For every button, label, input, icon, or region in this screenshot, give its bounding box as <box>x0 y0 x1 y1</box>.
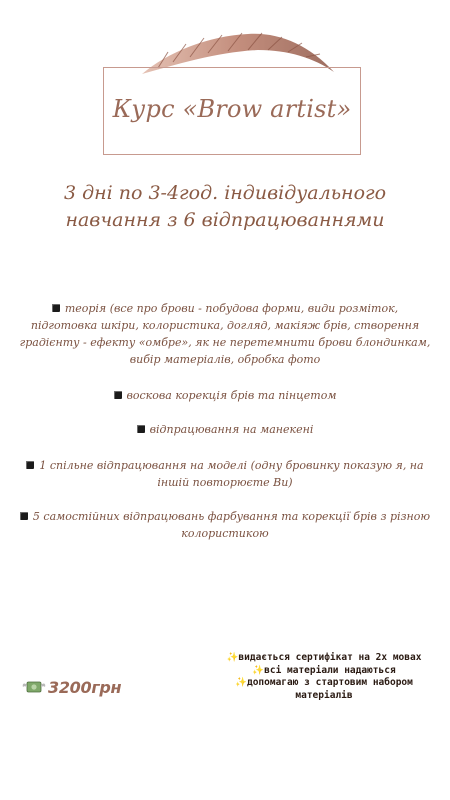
bullet-square-icon <box>114 391 122 399</box>
price-tag <box>22 676 121 698</box>
list-item-text: відпрацювання на манекені <box>149 423 314 436</box>
money-wings-icon <box>22 677 46 697</box>
price-value: 3200грн <box>48 677 122 697</box>
list-item-text: 1 спільне відпрацювання на моделі (одну бровинку показую я, на іншій повторюєте Ви) <box>39 459 424 489</box>
list-item-model <box>18 457 432 491</box>
sparkles-icon: ✨ <box>235 677 247 688</box>
notes-block <box>208 652 440 702</box>
list-item-text: воскова корекція брів та пінцетом <box>126 389 337 402</box>
list-item-theory <box>18 300 432 368</box>
bullet-square-icon <box>137 425 145 433</box>
bullet-square-icon <box>26 461 34 469</box>
course-title: Курс «Brow artist» <box>112 95 352 123</box>
list-item-mannequin <box>18 421 432 438</box>
note-materials: ✨всі матеріали надаються <box>252 664 396 676</box>
list-item-text: 5 самостійних відпрацювань фарбування та корекції брів з різною колористикою <box>32 510 431 540</box>
bullet-square-icon <box>20 512 28 520</box>
note-certificate: ✨видається сертифікат на 2х мовах <box>226 652 422 663</box>
course-subtitle: 3 дні по 3-4год. індивідуального навчання з 6 відпрацюваннями <box>63 182 387 231</box>
list-item-wax <box>18 387 432 404</box>
note-starter-kit: ✨допомагаю з стартовим набором матеріалів <box>235 677 413 701</box>
sparkles-icon: ✨ <box>226 652 239 663</box>
sparkles-icon: ✨ <box>252 664 265 676</box>
list-item-practice <box>18 508 432 542</box>
bullet-square-icon <box>52 304 60 312</box>
list-item-text: теорія (все про брови - побудова форми, види розміток, підготовка шкіри, колористика, догляд, макіяж брів, створення градієнту - ефекту «омбре», як не перетемнити брови блондинкам, вибір матеріалів, обробка фото <box>19 302 431 366</box>
